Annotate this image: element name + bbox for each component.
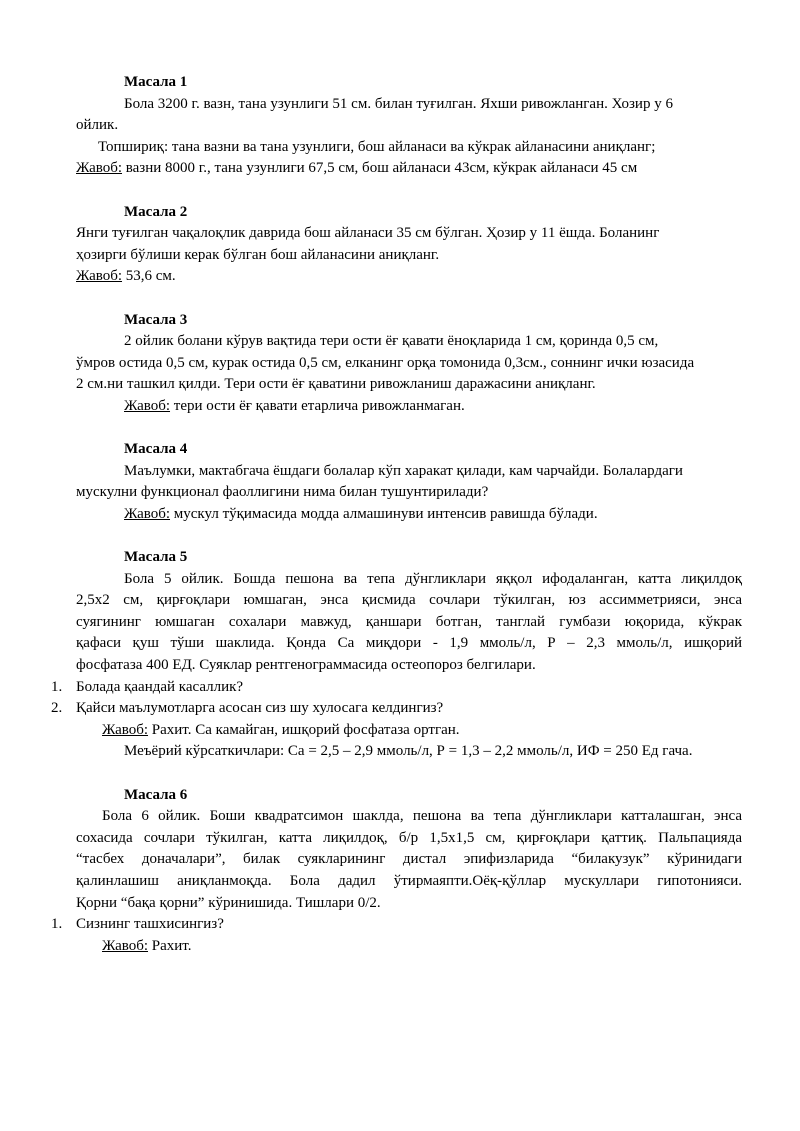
- problem-3-title: Масала 3: [124, 311, 188, 328]
- list-number: 1.: [51, 916, 63, 933]
- question-text: Қайси маълумотларга асосан сиз шу хулосага келдингиз?: [76, 700, 444, 717]
- problem-2-title: Масала 2: [124, 203, 188, 220]
- problem-1-task-line: Топшириқ: тана вазни ва тана узунлиги, бош айланаси ва кўкрак айланасини аниқланг;: [98, 138, 656, 155]
- question-text: Сизнинг ташхисингиз?: [76, 916, 224, 933]
- answer-label: Жавоб:: [76, 268, 123, 285]
- problem-6-question-1: [51, 914, 742, 936]
- list-number: 1.: [51, 678, 63, 695]
- problem-6-text-line-5: Қорни “бақа қорни” кўринишида. Тишлари 0/2.: [76, 894, 381, 911]
- problem-6-answer: [76, 936, 742, 958]
- answer-label: Жавоб:: [76, 160, 123, 177]
- problem-5-question-2: [51, 698, 742, 720]
- answer-text: вазни 8000 г., тана узунлиги 67,5 см, бош айланаси 43см, кўкрак айланаси 45 см: [122, 160, 638, 177]
- problem-6-text-line-1: Бола 6 ойлик. Боши квадратсимон шаклда, пешона ва тепа дўнгликлари катталашган, энса: [102, 808, 742, 825]
- problem-5-title: Масала 5: [124, 549, 188, 566]
- answer-text: мускул тўқимасида модда алмашинуви интенсив равишда бўлади.: [170, 505, 598, 522]
- problem-2-answer: [76, 266, 742, 288]
- problem-3-answer: [76, 396, 742, 418]
- problem-5-question-1: [51, 677, 742, 699]
- answer-text: тери ости ёғ қавати етарлича ривожланмаган.: [170, 397, 465, 414]
- problem-6-text-line-4: қалинлашиш аниқланмоқда. Бола дадил ўтирмаяпти.Оёқ-қўллар мускуллари гипотонияси.: [76, 872, 742, 889]
- problem-4-answer: [76, 504, 742, 526]
- problem-5-text-line-4: қафаси қуш тўши шаклида. Қонда Са миқдори - 1,9 ммоль/л, Р – 2,3 ммоль/л, ишқорий: [76, 635, 742, 652]
- problem-1-answer: [76, 158, 742, 180]
- problem-2-text-line-1: Янги туғилган чақалоқлик даврида бош айланаси 35 см бўлган. Ҳозир у 11 ёшда. Боланинг: [76, 225, 660, 242]
- answer-text: Рахит. Са камайган, ишқорий фосфатаза ортган.: [148, 721, 460, 738]
- problem-5-text-line-3: суягининг юмшаган сохалари мавжуд, қаншари ботган, танглай гумбази юқорида, кўкрак: [76, 613, 742, 630]
- list-number: 2.: [51, 700, 63, 717]
- question-text: Болада қаандай касаллик?: [76, 678, 244, 695]
- problem-6-text-line-3: “тасбех доначалари”, билак суякларининг дистал эпифизларида “билакузук” кўринидаги: [76, 851, 742, 868]
- answer-label: Жавоб:: [124, 505, 171, 522]
- problem-2-text-line-2: ҳозирги бўлиши керак бўлган бош айланасини аниқланг.: [76, 246, 440, 263]
- problem-4-text-line-2: мускулни функционал фаоллигини нима билан тушунтирилади?: [76, 484, 489, 501]
- problem-3-text-line-2: ўмров остида 0,5 см, курак остида 0,5 см, елканинг орқа томонида 0,3см., соннинг ички юзасида: [76, 354, 695, 371]
- problem-3-text-line-3: 2 см.ни ташкил қилди. Тери ости ёғ қаватини ривожланиш даражасини аниқланг.: [76, 376, 596, 393]
- problem-1-text-line-1: Бола 3200 г. вазн, тана узунлиги 51 см. билан туғилган. Яхши ривожланган. Хозир у 6: [124, 95, 673, 112]
- problem-5-norms: Меъёрий кўрсаткичлари: Са = 2,5 – 2,9 ммоль/л, Р = 1,3 – 2,2 ммоль/л, ИФ = 250 Ед гача.: [124, 743, 693, 760]
- answer-label: Жавоб:: [102, 721, 149, 738]
- problem-4-title: Масала 4: [124, 441, 188, 458]
- problem-5-text-line-5: фосфатаза 400 ЕД. Суяклар рентгенограммасида остеопороз белгилари.: [76, 657, 536, 674]
- problem-4-text-line-1: Маълумки, мактабгача ёшдаги болалар кўп харакат қилади, кам чарчайди. Болалардаги: [124, 462, 683, 479]
- answer-text: Рахит.: [148, 937, 192, 954]
- answer-label: Жавоб:: [102, 937, 149, 954]
- problem-1-title: Масала 1: [124, 74, 188, 90]
- answer-text: 53,6 см.: [122, 268, 176, 285]
- problem-6-text-line-2: сохасида сочлари тўкилган, катта лиқилдоқ, б/р 1,5х1,5 см, қирғоқлари қаттиқ. Пальпацияда: [76, 829, 742, 846]
- problem-1-text-line-2: ойлик.: [76, 117, 119, 134]
- document-page: [51, 72, 742, 957]
- problem-3-text-line-1: 2 ойлик болани кўрув вақтида тери ости ёғ қавати ёноқларида 1 см, қоринда 0,5 см,: [124, 333, 659, 350]
- answer-label: Жавоб:: [124, 397, 171, 414]
- problem-5-answer: [76, 720, 742, 742]
- problem-6-title: Масала 6: [124, 786, 188, 803]
- problem-5-text-line-1: Бола 5 ойлик. Бошда пешона ва тепа дўнгликлари яққол ифодаланган, катта лиқилдоқ: [124, 570, 742, 587]
- problem-5-text-line-2: 2,5х2 см, қирғоқлари юмшаган, энса қисмида сочлари тўкилган, юз ассимметрияси, энса: [76, 592, 742, 609]
